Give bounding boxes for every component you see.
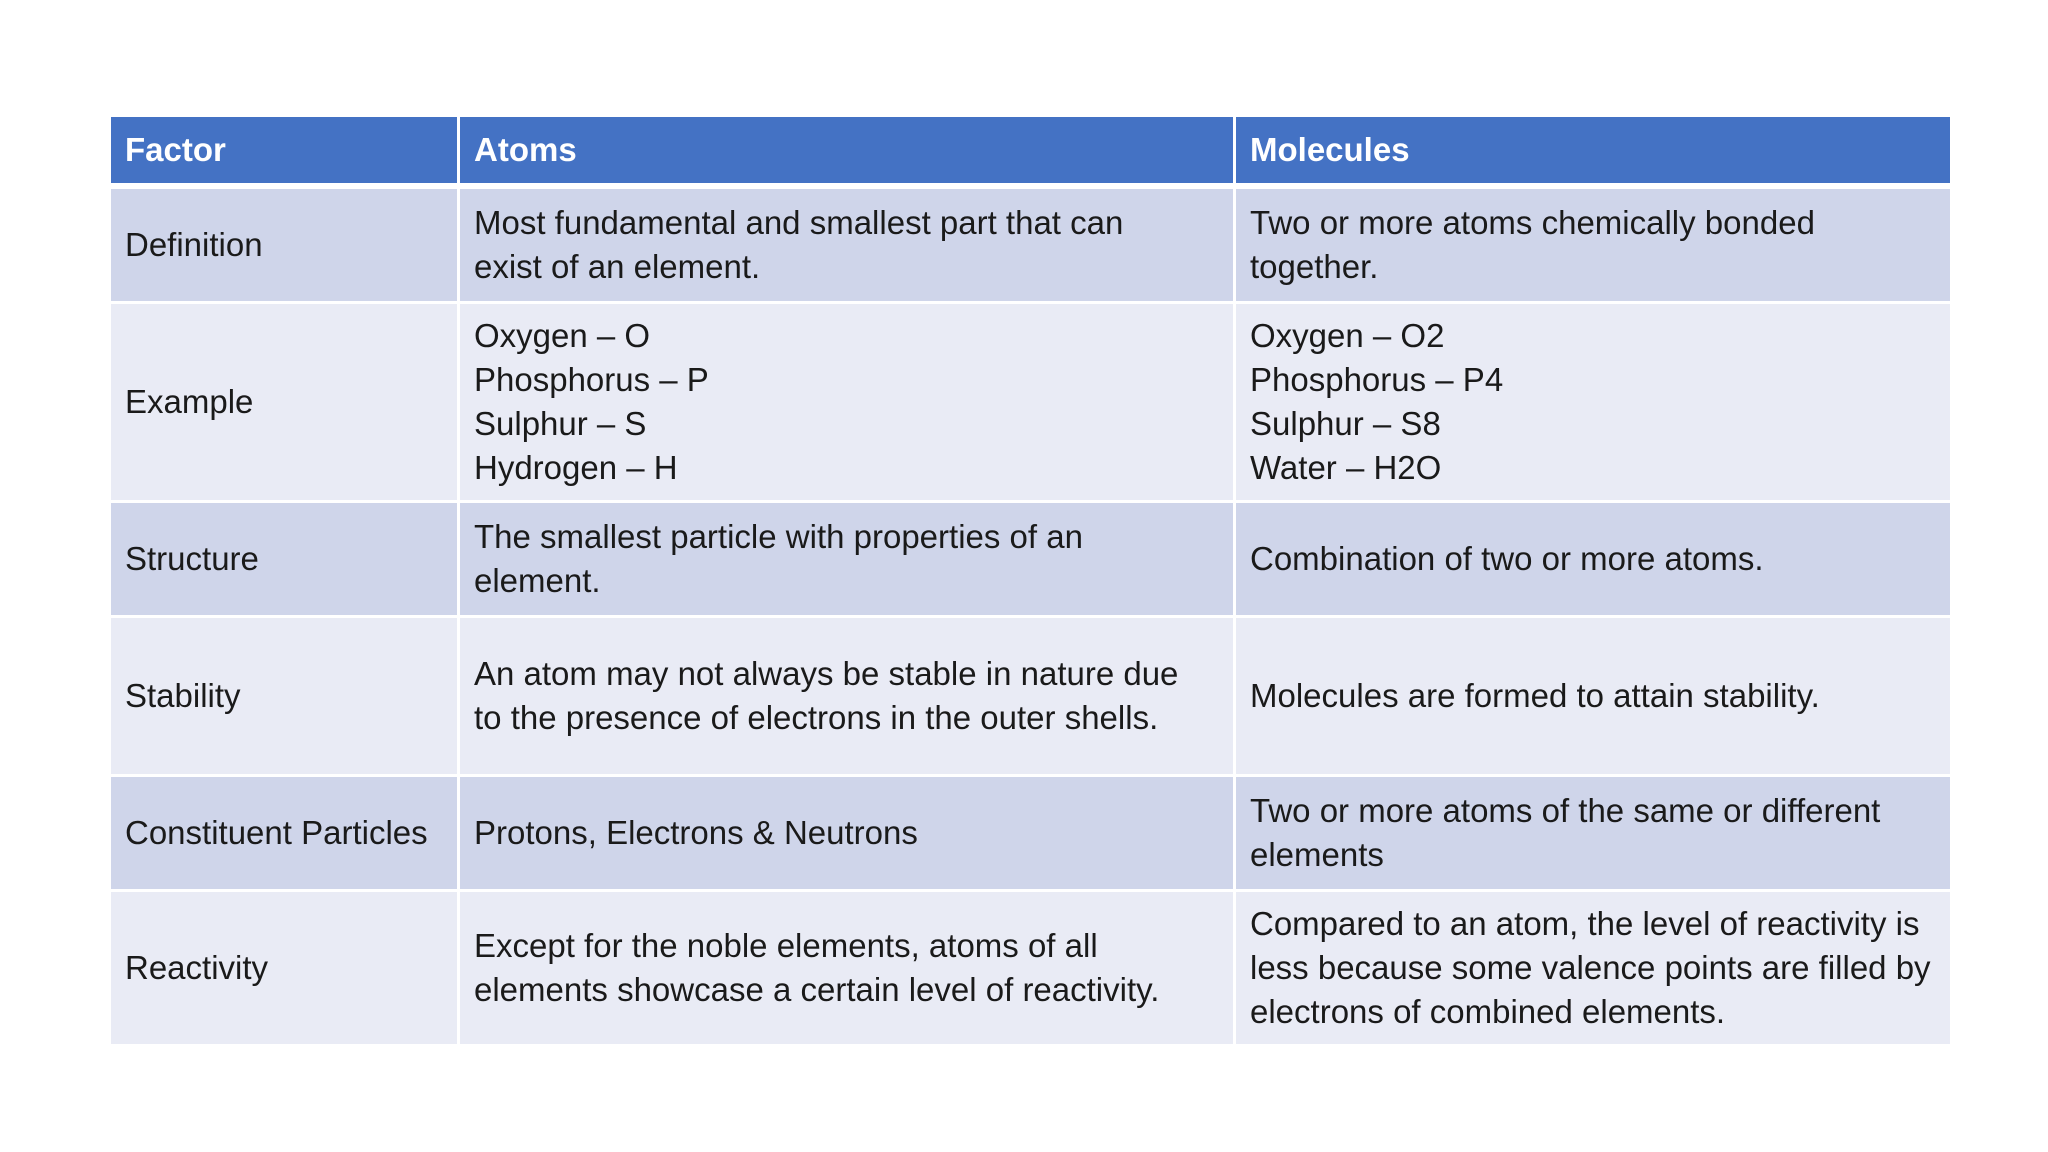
- cell-line: Two or more atoms chemically bonded: [1250, 204, 1815, 241]
- table-row-stability: [110, 617, 1952, 776]
- factor-cell: Example: [110, 303, 459, 502]
- cell-line: The smallest particle with properties of an: [474, 518, 1083, 555]
- cell-line: exist of an element.: [474, 248, 761, 285]
- cell-line: elements showcase a certain level of reactivity.: [474, 971, 1160, 1008]
- molecules-cell: [1235, 891, 1952, 1046]
- table-header-row: [110, 116, 1952, 187]
- cell-line: elements: [1250, 836, 1384, 873]
- atoms-cell: [459, 891, 1235, 1046]
- cell-line: electrons of combined elements.: [1250, 993, 1726, 1030]
- cell-line: Oxygen – O2: [1250, 317, 1445, 354]
- cell-line: Molecules are formed to attain stability.: [1250, 677, 1820, 714]
- factor-cell: Structure: [110, 502, 459, 617]
- header-factor: Factor: [110, 116, 459, 187]
- molecules-cell: [1235, 617, 1952, 776]
- cell-line: An atom may not always be stable in nature due: [474, 655, 1179, 692]
- factor-cell: Definition: [110, 186, 459, 303]
- cell-line: Compared to an atom, the level of reactivity is: [1250, 905, 1920, 942]
- cell-line: less because some valence points are filled by: [1250, 949, 1931, 986]
- cell-line: Oxygen – O: [474, 317, 651, 354]
- table-row-structure: [110, 502, 1952, 617]
- cell-line: Two or more atoms of the same or different: [1250, 792, 1881, 829]
- table-row-constituent-particles: [110, 776, 1952, 891]
- cell-line: Except for the noble elements, atoms of all: [474, 927, 1098, 964]
- molecules-cell: [1235, 303, 1952, 502]
- table-row-reactivity: [110, 891, 1952, 1046]
- cell-line: Hydrogen – H: [474, 449, 678, 486]
- molecules-cell: [1235, 502, 1952, 617]
- molecules-cell: [1235, 186, 1952, 303]
- comparison-table: [108, 114, 1953, 1047]
- factor-cell: Stability: [110, 617, 459, 776]
- cell-line: Combination of two or more atoms.: [1250, 540, 1764, 577]
- cell-line: element.: [474, 562, 601, 599]
- cell-line: Protons, Electrons & Neutrons: [474, 814, 918, 851]
- factor-cell: Reactivity: [110, 891, 459, 1046]
- cell-line: Water – H2O: [1250, 449, 1442, 486]
- atoms-cell: [459, 186, 1235, 303]
- table-row-definition: [110, 186, 1952, 303]
- cell-line: Phosphorus – P: [474, 361, 709, 398]
- header-atoms: Atoms: [459, 116, 1235, 187]
- cell-line: together.: [1250, 248, 1379, 285]
- atoms-cell: [459, 303, 1235, 502]
- molecules-cell: [1235, 776, 1952, 891]
- cell-line: Sulphur – S8: [1250, 405, 1441, 442]
- header-molecules: Molecules: [1235, 116, 1952, 187]
- atoms-cell: [459, 502, 1235, 617]
- atoms-cell: [459, 617, 1235, 776]
- atoms-cell: [459, 776, 1235, 891]
- table-row-example: [110, 303, 1952, 502]
- cell-line: Sulphur – S: [474, 405, 647, 442]
- factor-cell: Constituent Particles: [110, 776, 459, 891]
- cell-line: Most fundamental and smallest part that can: [474, 204, 1124, 241]
- cell-line: to the presence of electrons in the outer shells.: [474, 699, 1159, 736]
- cell-line: Phosphorus – P4: [1250, 361, 1504, 398]
